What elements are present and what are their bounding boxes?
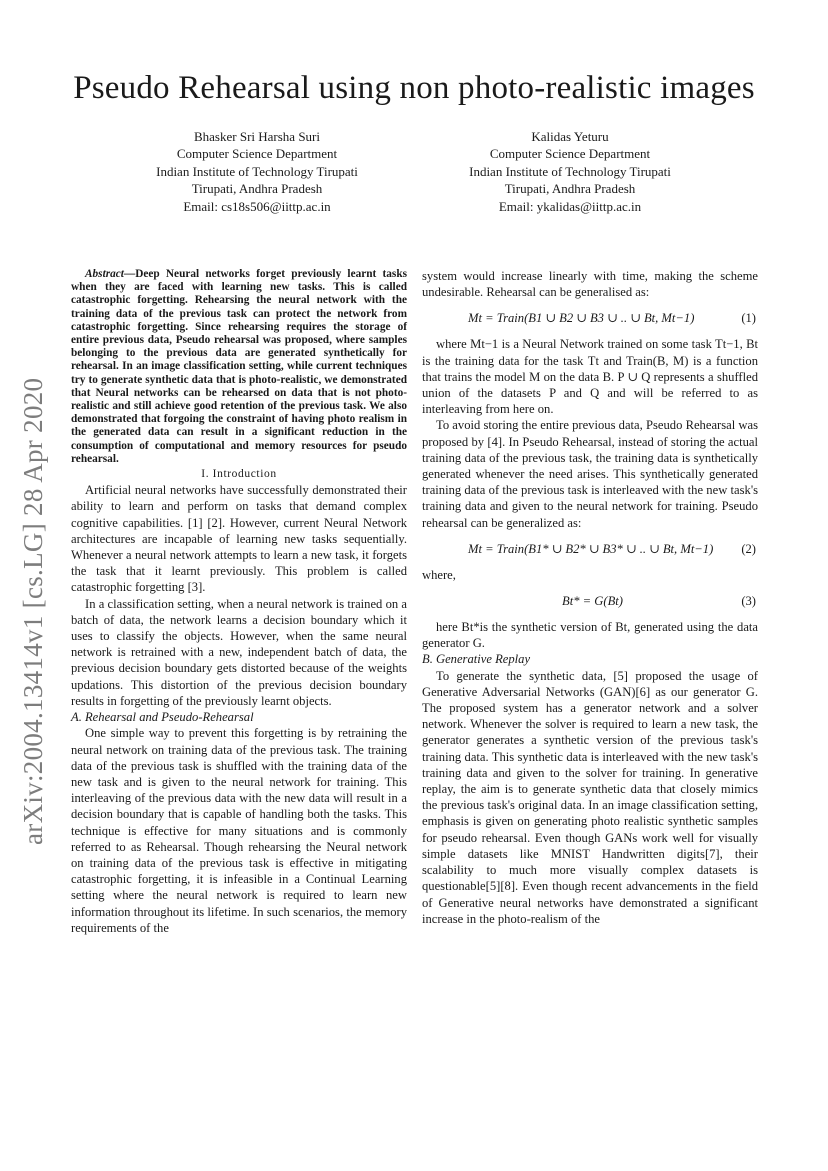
author-inst: Indian Institute of Technology Tirupati [156,163,358,179]
author-place: Tirupati, Andhra Pradesh [191,181,323,197]
equation-3-number: (3) [741,594,756,609]
equation-1 [422,304,758,332]
equation-2-number: (2) [741,541,756,556]
paragraph-right-4: To generate the synthetic data, [5] proposed the usage of Generative Adversarial Networks (GAN)[6] as our generator G. The proposed system has a generator network and a solver network. Whenever the solver is required to learn a new task, the generator generates a synthetic version of the previous task's training data. This synthetic data is interleaved with the new task's training data and given to the solver for training. In generative replay, the aim is to generate synthetic data that closely mimics the previous task's original data. In an image classification setting, emphasis is given on generating photo realistic synthetic samples for pseudo rehearsal. Even though GANs work well for visually simple datasets like MNIST Handwritten digits[7], their scalability to much more visually complex datasets is questionable[5][8]. Even though recent advancements in the field of Generative neural networks have demonstrated a significant increase in the photo-realism of the [422,668,758,926]
abstract-text: —Deep Neural networks forget previously learnt tasks when they are faced with learning new tasks. This is called catastrophic forgetting. Rehearsing the neural network with the training data of the previous task can protect the network from catastrophic forgetting. Since rehearsing requires the storage of entire previous data, Pseudo rehearsal was proposed, where samples belonging to the previous data are generated synthetically for rehearsal. In an image classification setting, while current techniques try to generate synthetic data that is photo-realistic, we demonstrated that Neural networks can be rehearsed on data that is not photo-realistic and still achieve good retention of the previous task. We also demonstrated that forgoing the constraint of having photo realism in the generated data can result in a significant reduction in the consumption of computational and memory resources for pseudo rehearsal. [71,268,407,465]
section-heading-introduction: I. Introduction [201,468,277,481]
equation-1-number: (1) [741,311,756,326]
author-email: Email: ykalidas@iittp.ac.in [498,198,642,214]
where-label: where, [422,567,456,582]
equation-2 [422,535,758,563]
paragraph-right-1: where Mt−1 is a Neural Network trained on some task Tt−1, Bt is the training data for the task Tt and Train(B, M) is a function that trains the model M on the data B. P ∪ Q represents a shuffled union of the datasets P and Q and will be referred to as interleaving from here on. [422,337,758,417]
author-block-1 [117,128,397,215]
subsection-heading-generative-replay: B. Generative Replay [422,652,531,667]
author-dept: Computer Science Department [176,146,338,162]
paragraph-right-3: here Bt*is the synthetic version of Bt, generated using the data generator G. [422,620,758,651]
left-column [71,268,407,936]
author-place: Tirupati, Andhra Pradesh [504,181,636,197]
abstract [71,268,407,466]
right-column [422,268,758,927]
equation-1-body: Mt = Train(B1 ∪ B2 ∪ B3 ∪ .. ∪ Bt, Mt−1) [468,311,695,326]
equation-3 [422,587,758,615]
paragraph-right-2: To avoid storing the entire previous data, Pseudo Rehearsal was proposed by [4]. In Pseudo Rehearsal, instead of storing the actual training data of the previous task, the training data is synthetically generated whenever the need arises. This synthetically generated training data of the previous task is interleaved with the new task's training data and given to the neural network for training. Pseudo rehearsal can be generalized as: [422,418,758,530]
author-inst: Indian Institute of Technology Tirupati [469,163,671,179]
paragraph-right-0: system would increase linearly with time, making the scheme undesirable. Rehearsal can be generalised as: [422,269,758,300]
equation-3-body: Bt* = G(Bt) [562,594,623,609]
arxiv-identifier: arXiv:2004.13414v1 [cs.LG] 28 Apr 2020 [18,377,48,845]
subsection-heading-rehearsal: A. Rehearsal and Pseudo-Rehearsal [71,710,254,725]
author-name: Bhasker Sri Harsha Suri [193,129,320,144]
equation-2-body: Mt = Train(B1* ∪ B2* ∪ B3* ∪ .. ∪ Bt, Mt−1) [468,541,714,556]
paragraph-intro-1: Artificial neural networks have successfully demonstrated their ability to learn and perform on tasks that demand complex cognitive capabilities. [1] [2]. However, current Neural Network architectures are incapable of learning new tasks sequentially. Whenever a neural network attempts to learn a new task, it forgets the task that it learnt previously. This problem is called catastrophic forgetting [3]. [71,483,407,595]
author-name: Kalidas Yeturu [531,129,609,144]
paper-title: Pseudo Rehearsal using non photo-realistic images [73,70,755,106]
author-dept: Computer Science Department [489,146,651,162]
paragraph-rehearsal-1: One simple way to prevent this forgetting is by retraining the neural network on training data of the previous task. The training data of the previous task is shuffled with the training data of the new task and is given to the neural network for training. This interleaving of the previous data with the new data will result in a decision boundary that is capable of handling both the tasks. This technique is effective for many situations and is commonly referred to as Rehearsal. Though rehearsing the Neural network on training data of the previous task is effective in mitigating catastrophic forgetting, it is infeasible in a Continual Learning setting where the neural network is required to learn new information throughout its lifetime. In such scenarios, the memory requirements of the [71,726,407,935]
author-block-2 [430,128,710,215]
author-email: Email: cs18s506@iittp.ac.in [183,198,331,214]
abstract-label: Abstract [85,268,124,280]
paragraph-intro-2: In a classification setting, when a neural network is trained on a batch of data, the network learns a decision boundary which it uses to classify the objects. However, when the same neural network is retrained with a new, independent batch of data, the previous decision boundary gets distorted because of the weights updations. This distortion of the previous decision boundary results in forgetting of the previously learnt objects. [71,596,407,708]
